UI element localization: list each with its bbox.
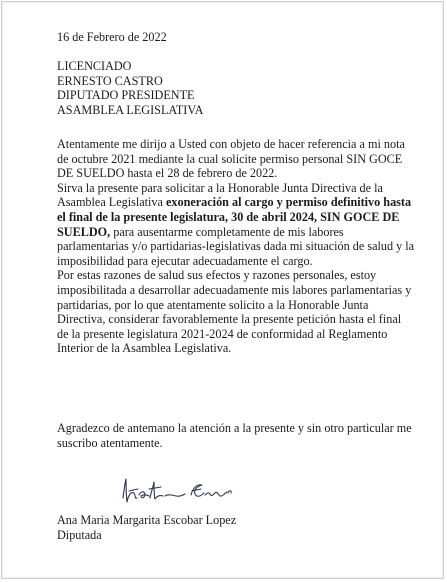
- addressee-line-4: ASAMBLEA LEGISLATIVA: [57, 102, 204, 117]
- handwritten-signature: [119, 474, 239, 508]
- letter-date: 16 de Febrero de 2022: [57, 30, 167, 44]
- signer-name: Ana Maria Margarita Escobar Lopez: [57, 513, 237, 527]
- addressee-line-1: LICENCIADO: [57, 59, 132, 73]
- paragraph-reasons: Por estas razones de salud sus efectos y razones personales, estoy imposibilitada a desarrollar adecuadamente mis labores parlamentarias y partidarias, por lo que atentamente solicito a la Honorable Junta Directiva, considerar favorablemente la presente petición hasta el final de la presente legislatura 2021-2024 de conformidad al Reglamento Interior de la Asamblea Legislativa.: [57, 268, 412, 356]
- closing-text: Agradezco de antemano la atención a la presente y sin otro particular me suscribo atentamente.: [57, 421, 412, 450]
- paragraph-reference: Atentamente me dirijo a Usted con objeto de hacer referencia a mi nota de octubre 2021 mediante la cual solicite permiso personal SIN GOCE DE SUELDO hasta el 28 de febrero de 2022.: [57, 137, 405, 181]
- addressee-line-2: ERNESTO CASTRO: [57, 73, 163, 88]
- addressee-line-3: DIPUTADO PRESIDENTE: [57, 88, 195, 103]
- paragraph-request-bold: exoneración al cargo y permiso definitivo hasta el final de la presente legislatura, 30 de abril 2024, SIN GOCE DE SUELDO,: [57, 195, 412, 239]
- paragraph-request-intro: Sirva la presente para solicitar a la Honorable Junta Directiva de la Asamblea Legislativa: [57, 180, 383, 210]
- paragraph-request: [57, 181, 415, 269]
- paragraph-request-rest: para ausentarme completamente de mis labores parlamentarias y/o partidarias-legislativas dada mi situación de salud y la imposibilidad para ejecutar adecuadamente el cargo.: [57, 224, 415, 268]
- addressee-block: [57, 59, 203, 117]
- letter-body: [57, 137, 415, 356]
- signer-block: [57, 513, 236, 542]
- closing-block: [57, 421, 415, 450]
- signer-title: Diputada: [57, 527, 102, 542]
